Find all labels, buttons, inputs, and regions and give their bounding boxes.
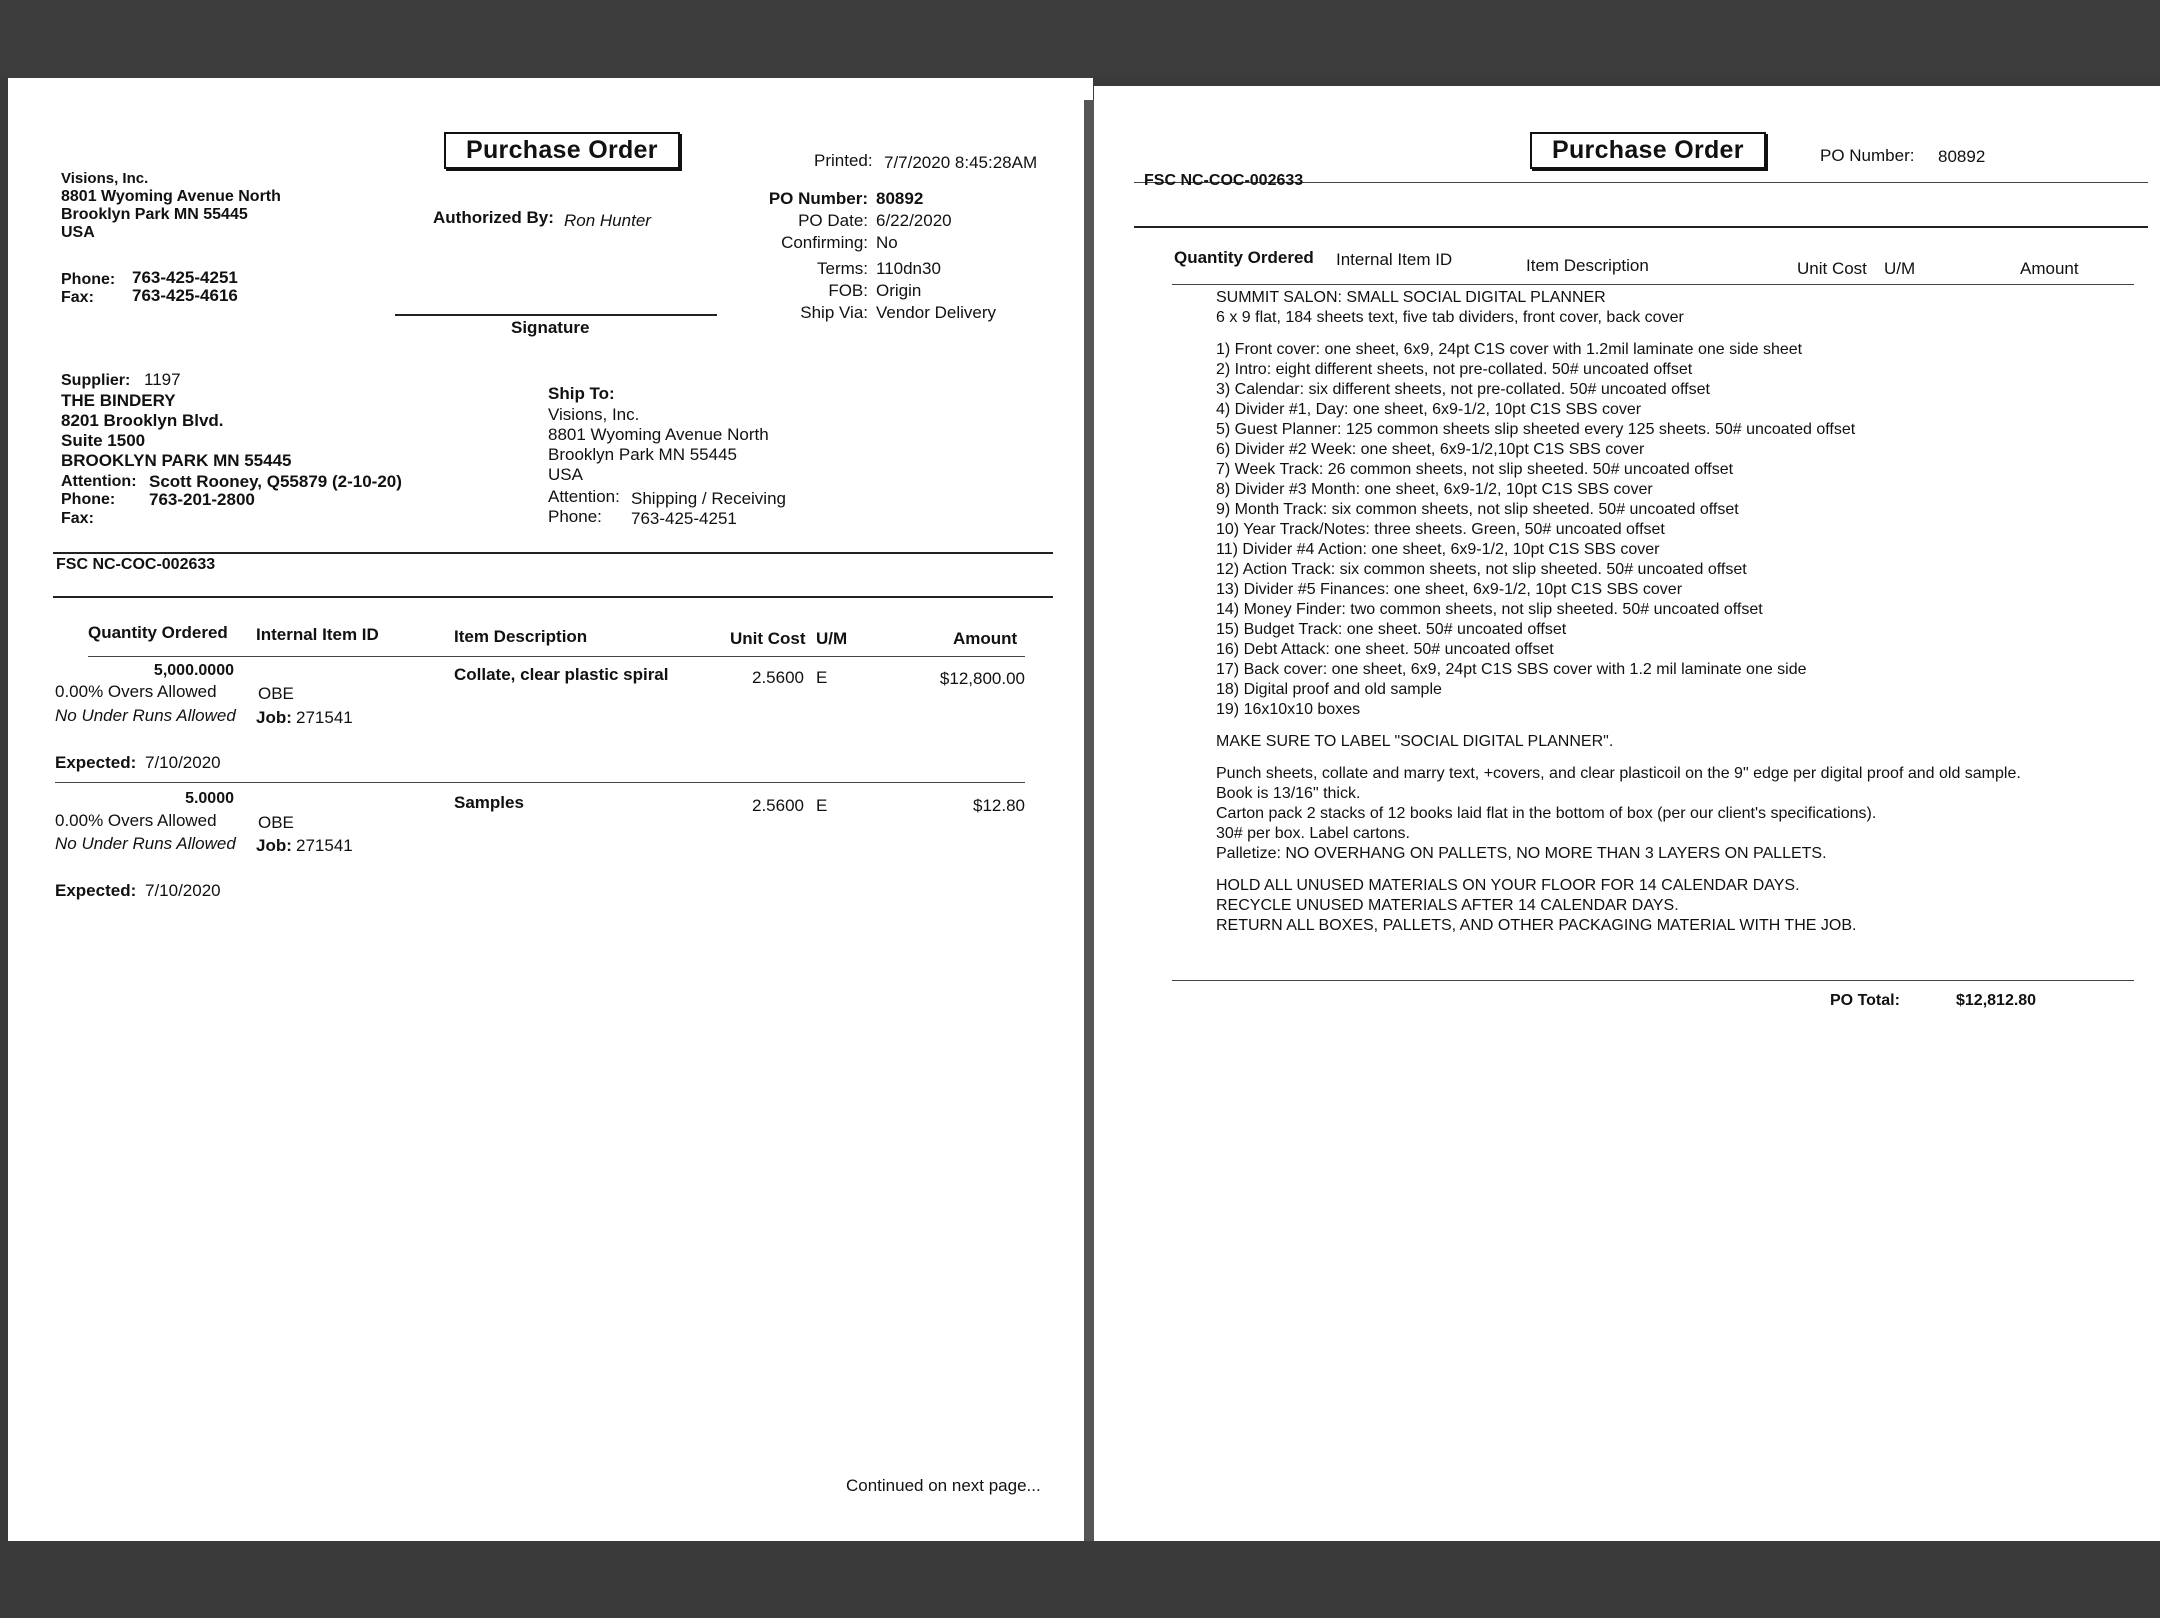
page-gutter-shadow [1084,100,1094,1541]
ship-to-attention-label: Attention: [548,487,620,506]
item-description-block [1216,288,2021,936]
ship-to-label: Ship To: [548,384,615,403]
divider-top [53,552,1053,554]
divider-fsc [53,596,1053,598]
description-line: 1) Front cover: one sheet, 6x9, 24pt C1S cover with 1.2mil laminate one side sheet [1216,341,1803,358]
line-separator [55,782,1025,783]
description-line: 3) Calendar: six different sheets, not pre-collated. 50# uncoated offset [1216,381,1710,398]
authorized-by-value: Ron Hunter [564,211,651,230]
col-item-description: Item Description [1526,256,1649,275]
ship-to-phone-label: Phone: [548,507,602,526]
col-item-description: Item Description [454,627,588,646]
line-description: Samples [454,793,524,812]
supplier-phone-label: Phone: [61,491,116,508]
po-number-value: 80892 [876,189,924,208]
ship-to-street: 8801 Wyoming Avenue North [548,425,769,444]
description-line: 16) Debt Attack: one sheet. 50# uncoated offset [1216,641,1554,658]
supplier-city: BROOKLYN PARK MN 55445 [61,451,292,470]
purchase-order-title: Purchase Order [444,132,680,169]
ship-to-city: Brooklyn Park MN 55445 [548,445,737,464]
description-line [1216,752,2021,764]
confirming-value: No [876,233,898,252]
description-line: Palletize: NO OVERHANG ON PALLETS, NO MORE THAN 3 LAYERS ON PALLETS. [1216,845,1827,862]
supplier-label: Supplier: [61,372,131,389]
signature-line [395,314,717,316]
line-description: Collate, clear plastic spiral [454,665,669,684]
line-expected-label: Expected: [55,753,137,772]
description-line: 17) Back cover: one sheet, 6x9, 24pt C1S SBS cover with 1.2 mil laminate one side [1216,661,1807,678]
po-header-fields [738,188,996,324]
ship-to-name: Visions, Inc. [548,405,640,424]
header-underline [1172,284,2134,285]
description-line: 13) Divider #5 Finances: one sheet, 6x9-1/2, 10pt C1S SBS cover [1216,581,1683,598]
description-line: 2) Intro: eight different sheets, not pre-collated. 50# uncoated offset [1216,361,1693,378]
description-line [1216,864,2021,876]
line-qty: 5,000.0000 [153,662,234,679]
description-line: 19) 16x10x10 boxes [1216,701,1361,718]
scanner-background-top [0,0,2160,78]
supplier-suite: Suite 1500 [61,431,146,450]
col-quantity-ordered: Quantity Ordered [88,623,228,642]
supplier-name: THE BINDERY [61,391,176,410]
line-item-id: OBE [258,684,294,703]
ship-via-value: Vendor Delivery [876,303,997,322]
description-line: 14) Money Finder: two common sheets, not slip sheeted. 50# uncoated offset [1216,601,1763,618]
terms-label: Terms: [817,259,868,278]
description-line: 30# per box. Label cartons. [1216,825,1410,842]
ship-to-country: USA [548,465,583,484]
po-page-2 [1094,86,2160,1541]
line-under-runs: No Under Runs Allowed [55,706,236,725]
fsc-code: FSC NC-COC-002633 [1144,172,1304,189]
col-um: U/M [816,629,848,648]
supplier-street: 8201 Brooklyn Blvd. [61,411,224,430]
line-overs: 0.00% Overs Allowed [55,682,217,701]
col-quantity-ordered: Quantity Ordered [1174,248,1314,267]
line-expected: 7/10/2020 [145,881,221,900]
ship-via-label: Ship Via: [800,303,868,322]
supplier-attention-label: Attention: [61,473,137,490]
description-line: SUMMIT SALON: SMALL SOCIAL DIGITAL PLANNER [1216,289,1606,306]
line-amount: $12.80 [973,796,1025,815]
description-line: Punch sheets, collate and marry text, +covers, and clear plasticoil on the 9" edge per digital proof and old sample. [1216,765,2021,782]
po-number-label: PO Number: [768,189,868,208]
supplier-phone: 763-201-2800 [149,490,255,509]
line-job: 271541 [296,836,353,855]
col-unit-cost: Unit Cost [1797,259,1867,278]
description-line: 9) Month Track: six common sheets, not slip sheeted. 50# uncoated offset [1216,501,1739,518]
description-line: 6 x 9 flat, 184 sheets text, five tab dividers, front cover, back cover [1216,309,1684,326]
description-line: 15) Budget Track: one sheet. 50# uncoated offset [1216,621,1567,638]
line-job: 271541 [296,708,353,727]
po-total-label: PO Total: [1830,992,1900,1009]
col-internal-item-id: Internal Item ID [256,625,379,644]
supplier-id: 1197 [144,370,181,389]
line-item-id: OBE [258,813,294,832]
po-number-label: PO Number: [1820,146,1915,165]
line-unit-cost: 2.5600 [752,668,804,687]
fsc-code: FSC NC-COC-002633 [56,556,216,573]
description-line: 4) Divider #1, Day: one sheet, 6x9-1/2, 10pt C1S SBS cover [1216,401,1642,418]
line-expected-label: Expected: [55,881,137,900]
description-line: MAKE SURE TO LABEL "SOCIAL DIGITAL PLANNER". [1216,733,1614,750]
line-amount: $12,800.00 [939,669,1025,688]
description-line: 8) Divider #3 Month: one sheet, 6x9-1/2, 10pt C1S SBS cover [1216,481,1653,498]
authorized-by-label: Authorized By: [433,208,554,227]
fob-label: FOB: [828,281,868,300]
description-line: HOLD ALL UNUSED MATERIALS ON YOUR FLOOR FOR 14 CALENDAR DAYS. [1216,877,1800,894]
po-total-value: $12,812.80 [1956,992,2037,1009]
company-fax: 763-425-4616 [132,286,238,305]
line-um: E [816,668,828,687]
description-line: 7) Week Track: 26 common sheets, not slip sheeted. 50# uncoated offset [1216,461,1734,478]
ship-to-attention: Shipping / Receiving [631,489,786,508]
company-street: 8801 Wyoming Avenue North [61,188,281,205]
description-line: RETURN ALL BOXES, PALLETS, AND OTHER PACKAGING MATERIAL WITH THE JOB. [1216,917,1857,934]
line-um: E [816,796,828,815]
scanner-background-bottom [0,1541,2160,1618]
continued-note: Continued on next page... [846,1476,1041,1495]
company-country: USA [61,224,95,241]
description-line: 18) Digital proof and old sample [1216,681,1442,698]
ship-to-phone: 763-425-4251 [631,509,737,528]
line-job-label: Job: [256,836,292,855]
line-qty: 5.0000 [185,790,234,807]
line-expected: 7/10/2020 [145,753,221,772]
line-job-label: Job: [256,708,292,727]
printed-label: Printed: [814,151,873,170]
po-date-value: 6/22/2020 [876,211,952,230]
description-line: 11) Divider #4 Action: one sheet, 6x9-1/2, 10pt C1S SBS cover [1216,541,1660,558]
line-under-runs: No Under Runs Allowed [55,834,236,853]
col-amount: Amount [953,629,1018,648]
supplier-fax-label: Fax: [61,510,94,527]
total-rule [1172,980,2134,981]
fob-value: Origin [876,281,922,300]
line-overs: 0.00% Overs Allowed [55,811,217,830]
po-page-1 [8,78,1093,1541]
company-city: Brooklyn Park MN 55445 [61,206,248,223]
supplier-attention: Scott Rooney, Q55879 (2-10-20) [149,472,402,491]
description-line: 10) Year Track/Notes: three sheets. Green, 50# uncoated offset [1216,521,1665,538]
col-amount: Amount [2020,259,2079,278]
header-underline [88,656,1025,657]
description-line: RECYCLE UNUSED MATERIALS AFTER 14 CALENDAR DAYS. [1216,897,1679,914]
po-number-value: 80892 [1938,147,1986,166]
col-internal-item-id: Internal Item ID [1336,250,1453,269]
col-unit-cost: Unit Cost [730,629,806,648]
line-unit-cost: 2.5600 [752,796,804,815]
company-fax-label: Fax: [61,289,94,306]
description-line: Carton pack 2 stacks of 12 books laid flat in the bottom of box (per our client's specifications). [1216,805,1877,822]
description-line: 12) Action Track: six common sheets, not slip sheeted. 50# uncoated offset [1216,561,1747,578]
description-line: Book is 13/16" thick. [1216,785,1361,802]
company-phone: 763-425-4251 [132,268,238,287]
company-phone-label: Phone: [61,271,116,288]
terms-value: 110dn30 [876,259,941,278]
signature-label: Signature [511,318,590,337]
po-date-label: PO Date: [798,211,868,230]
col-um: U/M [1884,259,1916,278]
divider-fsc [1134,226,2148,228]
printed-value: 7/7/2020 8:45:28AM [884,153,1038,172]
description-line: 6) Divider #2 Week: one sheet, 6x9-1/2,10pt C1S SBS cover [1216,441,1645,458]
purchase-order-title: Purchase Order [1530,132,1766,169]
description-line: 5) Guest Planner: 125 common sheets slip sheeted every 125 sheets. 50# uncoated offset [1216,421,1856,438]
description-line [1216,328,2021,340]
description-line [1216,720,2021,732]
company-name: Visions, Inc. [61,170,149,187]
confirming-label: Confirming: [781,233,868,252]
